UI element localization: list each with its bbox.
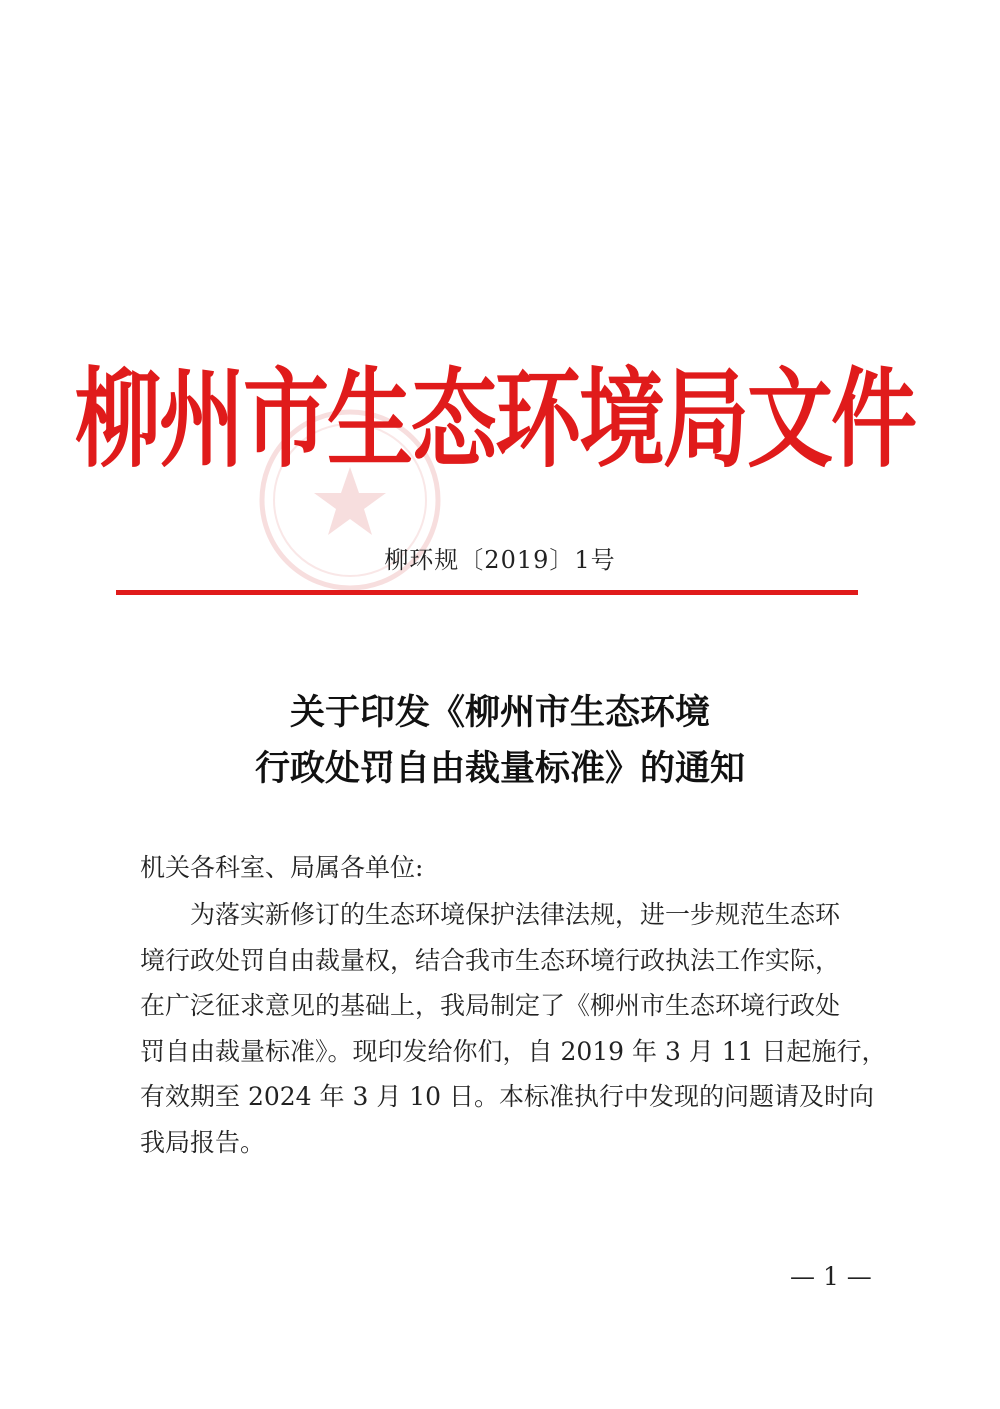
body-line: 在广泛征求意见的基础上，我局制定了《柳州市生态环境行政处: [140, 991, 841, 1020]
notice-title-line-2: 行政处罚自由裁量标准》的通知: [254, 748, 745, 789]
document-number: 柳环规〔2019〕1号: [384, 546, 616, 574]
body-paragraph: [140, 892, 887, 1165]
body-line: 我局报告。: [140, 1127, 266, 1157]
body-line: 有效期至 2024 年 3 月 10 日。本标准执行中发现的问题请及时向: [140, 1082, 875, 1111]
issuing-authority-title: 柳州市生态环境局文件: [75, 357, 915, 483]
body-line: 为落实新修订的生态环境保护法律法规，进一步规范生态环: [190, 900, 841, 929]
notice-title: [0, 685, 1000, 797]
body-line: 境行政处罚自由裁量权，结合我市生态环境行政执法工作实际，: [140, 945, 841, 975]
body-line: 罚自由裁量标准》。现印发给你们，自 2019 年 3 月 11 日起施行，: [140, 1036, 887, 1066]
salutation: 机关各科室、局属各单位:: [140, 853, 424, 882]
red-divider-rule: [116, 590, 858, 595]
page-number: — 1 —: [790, 1262, 872, 1291]
notice-title-line-1: 关于印发《柳州市生态环境: [289, 692, 710, 733]
